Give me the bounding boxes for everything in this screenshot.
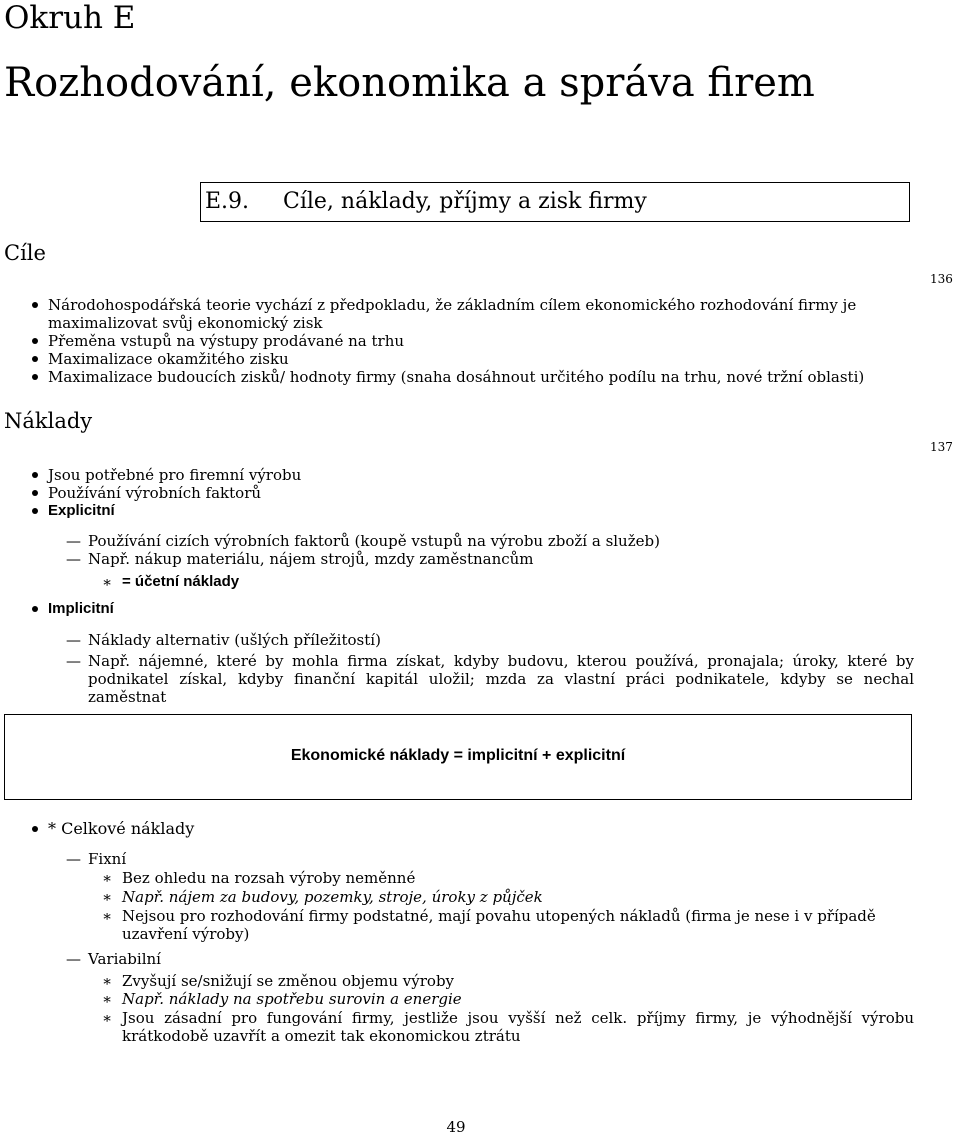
variable-item-3: Jsou zásadní pro fungování firmy, jestliže jsou vyšší než celk. příjmy firmy, je výhodnější výrobu krátkodobě uzavřít a omezit tak ekonomickou ztrátu <box>122 1009 914 1045</box>
total-costs-label: * Celkové náklady <box>48 819 195 838</box>
section-title: Cíle, náklady, příjmy a zisk firmy <box>283 189 647 214</box>
dash-marker: — <box>66 850 81 868</box>
goals-item-1: Národohospodářská teorie vychází z předpokladu, že základním cílem ekonomického rozhodování firmy je maximalizovat svůj ekonomický zisk <box>48 296 914 332</box>
costs-explicit-label: Explicitní <box>48 502 115 519</box>
margin-number-137: 137 <box>930 440 953 454</box>
goals-item-2: Přeměna vstupů na výstupy prodávané na trhu <box>48 332 405 350</box>
costs-implicit-label: Implicitní <box>48 600 114 617</box>
fixed-item-3: Nejsou pro rozhodování firmy podstatné, mají povahu utopených nákladů (firma je nese i v případě uzavření výroby) <box>122 907 876 943</box>
variable-item-2: Např. náklady na spotřebu surovin a energie <box>122 990 462 1008</box>
fixed-item-1: Bez ohledu na rozsah výroby neměnné <box>122 869 416 887</box>
part-label: Okruh E <box>4 0 136 36</box>
star-marker: ∗ <box>102 1009 113 1027</box>
explicit-sub-2: Např. nákup materiálu, nájem strojů, mzdy zaměstnancům <box>88 550 534 568</box>
section-number: E.9. <box>205 189 250 214</box>
formula-box <box>4 714 912 800</box>
dash-marker: — <box>66 550 81 568</box>
goals-item-3: Maximalizace okamžitého zisku <box>48 350 289 368</box>
dash-marker: — <box>66 532 81 550</box>
dash-marker: — <box>66 652 81 670</box>
dash-marker: — <box>66 950 81 968</box>
variable-item-1: Zvyšují se/snižují se změnou objemu výroby <box>122 972 455 990</box>
explicit-sub-1: Používání cizích výrobních faktorů (koupě vstupů na výrobu zboží a služeb) <box>88 532 660 550</box>
costs-item-2: Používání výrobních faktorů <box>48 484 262 502</box>
star-marker: ∗ <box>102 888 113 906</box>
star-marker: ∗ <box>102 990 113 1008</box>
fixed-label: Fixní <box>88 850 127 868</box>
star-marker: ∗ <box>102 907 113 925</box>
dash-marker: — <box>66 631 81 649</box>
section-heading-box <box>200 182 910 222</box>
margin-number-136: 136 <box>930 272 953 286</box>
goals-item-4: Maximalizace budoucích zisků/ hodnoty firmy (snaha dosáhnout určitého podílu na trhu, nové tržní oblasti) <box>48 368 865 386</box>
star-marker: ∗ <box>102 869 113 887</box>
part-title: Rozhodování, ekonomika a správa firem <box>4 60 815 106</box>
page-number: 49 <box>446 1118 466 1136</box>
subsection-goals-heading: Cíle <box>4 241 46 265</box>
formula-text: Ekonomické náklady = implicitní + explicitní <box>290 747 626 764</box>
fixed-item-2: Např. nájem za budovy, pozemky, stroje, úroky z půjček <box>122 888 543 906</box>
star-marker: ∗ <box>102 972 113 990</box>
explicit-result: = účetní náklady <box>122 573 240 590</box>
star-marker: ∗ <box>102 573 113 591</box>
subsection-costs-heading: Náklady <box>4 409 93 433</box>
implicit-sub-2: Např. nájemné, které by mohla firma získat, kdyby budovu, kterou používá, pronajala; úroky, které by podnikatel získal, kdyby finanční kapitál uložil; mzda za vlastní práci podnikatele, kdyby se nechal zaměstnat <box>88 652 914 706</box>
costs-item-1: Jsou potřebné pro firemní výrobu <box>48 466 302 484</box>
implicit-sub-1: Náklady alternativ (ušlých příležitostí) <box>88 631 381 649</box>
variable-label: Variabilní <box>88 950 161 968</box>
